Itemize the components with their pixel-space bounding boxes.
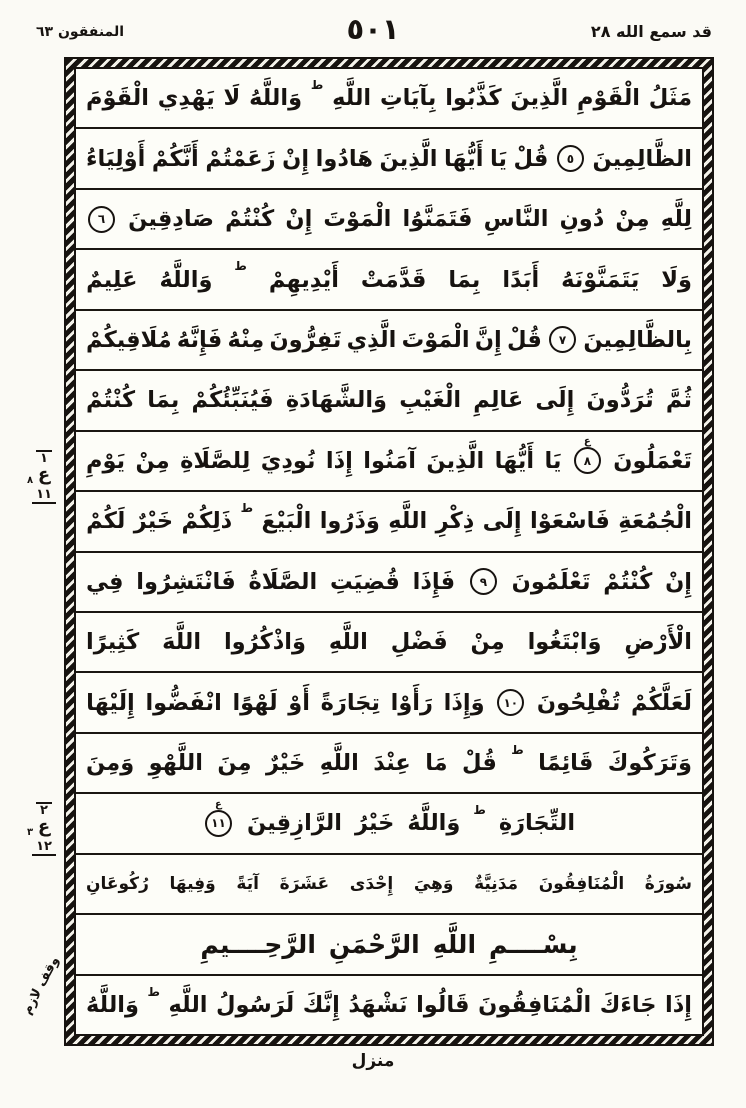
ayah-word: وَذَرُوا — [319, 508, 380, 535]
mushaf-line — [76, 976, 702, 1034]
mushaf-line — [76, 492, 702, 552]
ayah-word: رَأَوْا — [390, 689, 433, 716]
ayah-word: إِذَا — [665, 991, 692, 1018]
ayah-word: سُورَةُ — [644, 873, 692, 894]
ayah-word: قُلْ — [506, 326, 542, 353]
catchword: منزل — [351, 1051, 395, 1071]
ayah-word: تَعْلَمُونَ — [511, 568, 591, 595]
verse-number-marker: ٨ ع — [574, 447, 601, 474]
ayah-word: مَثَلُ — [648, 85, 692, 112]
ayah-word: خَيْرٌ — [133, 508, 174, 535]
ayah-word: قَدَّمَتْ — [360, 266, 427, 293]
ayah-word: قَالُوا — [416, 991, 470, 1018]
ayah-word: مِنْ — [470, 629, 505, 656]
mushaf-line — [76, 432, 702, 492]
ayah-word: يَهْدِي — [157, 85, 215, 112]
ayah-word: كُنْتُمْ — [225, 206, 275, 233]
ayah-word: تُفْلِحُونَ — [536, 689, 621, 716]
ayah-word: الرَّحْمَنِ — [328, 929, 420, 959]
ayah-word: الَّذِي — [346, 326, 397, 353]
ayah-word: إِنْ — [282, 145, 310, 172]
verse-number-marker: ٩ — [470, 568, 497, 595]
ayah-word: الْمَوْتَ — [401, 326, 470, 353]
ayah-word: فَاسْعَوْا — [529, 508, 610, 535]
ayah-word: بِالظَّالِمِينَ — [583, 326, 692, 353]
ayah-word: قَائِمًا — [538, 750, 594, 777]
ruku-number-in-para: ١٢ — [32, 840, 56, 856]
ayah-word: ذَلِكُمْ — [181, 508, 233, 535]
ayah-word: أَيُّهَا — [443, 145, 484, 172]
ayah-word: فِي — [86, 568, 124, 595]
ayah-word: رُكُوعَانِ — [86, 873, 149, 894]
ayah-word: مُلَاقِيكُمْ — [86, 326, 172, 353]
ayah-word: مِنْهُ — [227, 326, 265, 353]
ayah-word: يَتَمَنَّوْنَهُ — [561, 266, 640, 293]
ayah-word: وَابْتَغُوا — [527, 629, 602, 656]
ayah-word: يَوْمِ — [86, 447, 126, 474]
ayah-word: إِلَيْهَا — [86, 689, 135, 716]
ayah-word: كَثِيرًا — [86, 629, 140, 656]
ayah-word: فَضْلِ — [390, 629, 448, 656]
ayah-word: كَذَّبُوا — [445, 85, 502, 112]
ayah-word: ثُمَّ — [665, 387, 692, 414]
mushaf-lines — [74, 67, 704, 1036]
ayah-word: تَفِرُّونَ — [269, 326, 342, 353]
waqf-mark: ط — [240, 501, 254, 516]
ayah-word: الْقَوْمِ — [577, 85, 640, 112]
ayah-word: إِنَّ — [474, 326, 502, 353]
ayah-word: إِحْدَى — [349, 873, 394, 894]
ruku-marker-1 — [25, 447, 63, 504]
verse-number-marker: ٦ — [88, 206, 115, 233]
ayah-word: الْمَوْتَ — [323, 206, 392, 233]
ruku-ayn-mark: ع — [583, 436, 591, 448]
ayah-word: الْجُمُعَةِ — [618, 508, 692, 535]
ayah-word: اللَّهْوِ — [148, 750, 203, 777]
ayah-word: قُضِيَتِ — [329, 568, 400, 595]
ayah-word: الَّذِينَ — [379, 145, 438, 172]
ayah-word: إِنْ — [285, 206, 313, 233]
ayah-word: بِمَا — [147, 387, 180, 414]
ayah-word: تَعْمَلُونَ — [613, 447, 692, 474]
mushaf-line — [76, 734, 702, 794]
ayah-word: الصَّلَاةُ — [248, 568, 318, 595]
ayah-word: أَيُّهَا — [494, 447, 535, 474]
ruku-ayah-count: ٣ — [27, 827, 34, 838]
mushaf-line — [76, 553, 702, 613]
ayah-word: إِنْ — [665, 568, 692, 595]
ayah-word: إِلَى — [482, 508, 522, 535]
ayah-word: وَاللَّهُ — [86, 991, 139, 1018]
ayah-word: انْفَضُّوا — [145, 689, 222, 716]
ayah-word: عَلِيمٌ — [86, 266, 138, 293]
ayah-word: دُونِ — [559, 206, 605, 233]
mushaf-line — [76, 794, 702, 854]
ayah-word: وَإِذَا — [443, 689, 485, 716]
ruku-ayah-count: ٨ — [27, 475, 34, 486]
ayah-word: مَا — [425, 750, 448, 777]
page-frame — [64, 57, 714, 1046]
ayah-word: الْقَوْمَ — [86, 85, 149, 112]
waqf-lazim-note: وقف لازم — [19, 954, 63, 1017]
ayah-word: وَفِيهَا — [169, 873, 216, 894]
ayah-word: اللَّهَ — [162, 629, 202, 656]
ayah-word: الْمُنَافِقُونَ — [478, 991, 592, 1018]
ayah-word: تُرَدُّونَ — [586, 387, 654, 414]
mushaf-line — [76, 855, 702, 915]
ruku-ayn-mark: ع — [215, 798, 222, 810]
ayah-word: أَبَدًا — [502, 266, 540, 293]
ayah-word: مِنْ — [615, 206, 650, 233]
ayah-word: الظَّالِمِينَ — [592, 145, 692, 172]
ayah-word: مَدَنِيَّةٌ — [474, 873, 519, 894]
ayah-word: أَوْ — [288, 689, 310, 716]
ayah-word: زَعَمْتُمْ — [205, 145, 276, 172]
ayah-word: قُلْ — [513, 145, 549, 172]
ayah-word: جَاءَكَ — [599, 991, 657, 1018]
ayah-word: بِسْــــمِ — [489, 929, 578, 959]
ayah-word: فَتَمَنَّوُا — [402, 206, 473, 233]
ayah-word: تِجَارَةً — [320, 689, 380, 716]
ayah-word: النَّاسِ — [483, 206, 549, 233]
ayah-word: التِّجَارَةِ — [498, 810, 576, 837]
ayah-word: لَا — [223, 85, 241, 112]
waqf-mark: ط — [147, 984, 160, 999]
ayah-word: آيَةً — [236, 873, 259, 894]
mushaf-line — [76, 190, 702, 250]
ayah-word: الرَّازِقِينَ — [246, 810, 342, 837]
verse-number-marker: ١٠ — [497, 689, 524, 716]
ayah-word: فَيُنَبِّئُكُمْ — [191, 387, 274, 414]
ayah-word: لَهْوًا — [232, 689, 278, 716]
ayah-word: مِنْ — [135, 447, 170, 474]
ayah-word: اللَّهِ — [432, 929, 477, 959]
ayah-word: صَادِقِينَ — [128, 206, 215, 233]
ayah-word: وَلَا — [661, 266, 692, 293]
ayah-word: وَاللَّهُ — [159, 266, 213, 293]
ayah-word: اللَّهِ — [328, 629, 368, 656]
ayah-word: أَيْدِيهِمْ — [268, 266, 339, 293]
ruku-number-in-surah: ٢ — [36, 802, 52, 817]
surah-name-header: المنفقون ٦٣ — [36, 24, 125, 40]
ayah-word: عَالِمِ — [473, 387, 524, 414]
verse-number-marker: ٧ — [549, 326, 576, 353]
ayah-word: وَاللَّهُ — [407, 810, 461, 837]
ayah-word: إِنَّكَ — [302, 991, 340, 1018]
ayah-word: إِلَى — [535, 387, 575, 414]
ayah-word: الْمُنَافِقُونَ — [538, 873, 625, 894]
ruku-ayn-mark: ع ٨ — [27, 464, 51, 486]
ayah-word: الْغَيْبِ — [399, 387, 462, 414]
ayah-word: وَاللَّهُ — [249, 85, 303, 112]
ayah-word: اللَّهِ — [168, 991, 208, 1018]
ayah-word: يَا — [544, 447, 562, 474]
ayah-word: لَرَسُولُ — [216, 991, 295, 1018]
ayah-word: نُودِيَ — [260, 447, 316, 474]
ayah-word: وَالشَّهَادَةِ — [285, 387, 388, 414]
ayah-word: اللَّهِ — [332, 85, 372, 112]
ayah-word: بِآيَاتِ — [379, 85, 437, 112]
ayah-word: الَّذِينَ — [510, 85, 569, 112]
mushaf-line — [76, 613, 702, 673]
ayah-word: أَنَّكُمْ — [151, 145, 199, 172]
ayah-word: الَّذِينَ — [426, 447, 485, 474]
mushaf-line — [76, 311, 702, 371]
ayah-word: لَكُمْ — [86, 508, 126, 535]
mushaf-line — [76, 915, 702, 975]
waqf-mark: ط — [234, 259, 247, 274]
ayah-word: خَيْرٌ — [265, 750, 306, 777]
ayah-word: كُنْتُمْ — [603, 568, 653, 595]
ayah-word: الْبَيْعَ — [261, 508, 312, 535]
ayah-word: لِلَّهِ — [660, 206, 692, 233]
verse-number-marker: ٥ — [557, 145, 584, 172]
ayah-word: وَمِنَ — [86, 750, 135, 777]
waqf-mark: ط — [473, 803, 486, 818]
ayah-word: فَإِذَا — [412, 568, 456, 595]
ayah-word: ذِكْرِ — [435, 508, 475, 535]
ayah-word: خَيْرُ — [354, 810, 395, 837]
ayah-word: كُنْتُمْ — [86, 387, 136, 414]
ayah-word: فَانْتَشِرُوا — [136, 568, 236, 595]
ayah-word: نَشْهَدُ — [348, 991, 408, 1018]
waqf-mark: ط — [511, 742, 524, 757]
ayah-word: عَشَرَةَ — [279, 873, 330, 894]
ayah-word: الْأَرْضِ — [624, 629, 692, 656]
ruku-ayn-mark: ع ٣ — [27, 816, 51, 838]
ayah-word: اللَّهِ — [388, 508, 428, 535]
page-number: ٥٠١ — [346, 12, 400, 46]
ayah-word: اللَّهِ — [319, 750, 359, 777]
mushaf-line — [76, 673, 702, 733]
ayah-word: فَإِنَّهُ — [176, 326, 223, 353]
ayah-word: وَهِيَ — [413, 873, 454, 894]
ayah-word: بِمَا — [448, 266, 481, 293]
mushaf-line — [76, 69, 702, 129]
mushaf-line — [76, 371, 702, 431]
ayah-word: قُلْ — [462, 750, 497, 777]
verse-number-marker: ١١ ع — [205, 810, 232, 837]
ruku-number-in-surah: ١ — [36, 450, 52, 465]
ayah-word: آمَنُوا — [363, 447, 416, 474]
ayah-word: لَعَلَّكُمْ — [630, 689, 692, 716]
ayah-word: هَادُوا — [315, 145, 373, 172]
ayah-word: أَوْلِيَاءُ — [86, 145, 146, 172]
ayah-word: الرَّحِــــيمِ — [200, 929, 316, 959]
ayah-word: يَا — [490, 145, 507, 172]
ruku-marker-2 — [25, 799, 63, 856]
ayah-word: مِنَ — [217, 750, 252, 777]
mushaf-line — [76, 129, 702, 189]
ayah-word: عِنْدَ — [373, 750, 411, 777]
juz-name-header: قد سمع الله ٢٨ — [590, 22, 712, 41]
waqf-mark: ط — [310, 78, 324, 92]
ayah-word: وَتَرَكُوكَ — [607, 750, 692, 777]
ruku-number-in-para: ١١ — [32, 488, 56, 504]
ayah-word: لِلصَّلَاةِ — [180, 447, 251, 474]
ayah-word: وَاذْكُرُوا — [223, 629, 306, 656]
ayah-word: إِذَا — [325, 447, 353, 474]
mushaf-line — [76, 250, 702, 310]
